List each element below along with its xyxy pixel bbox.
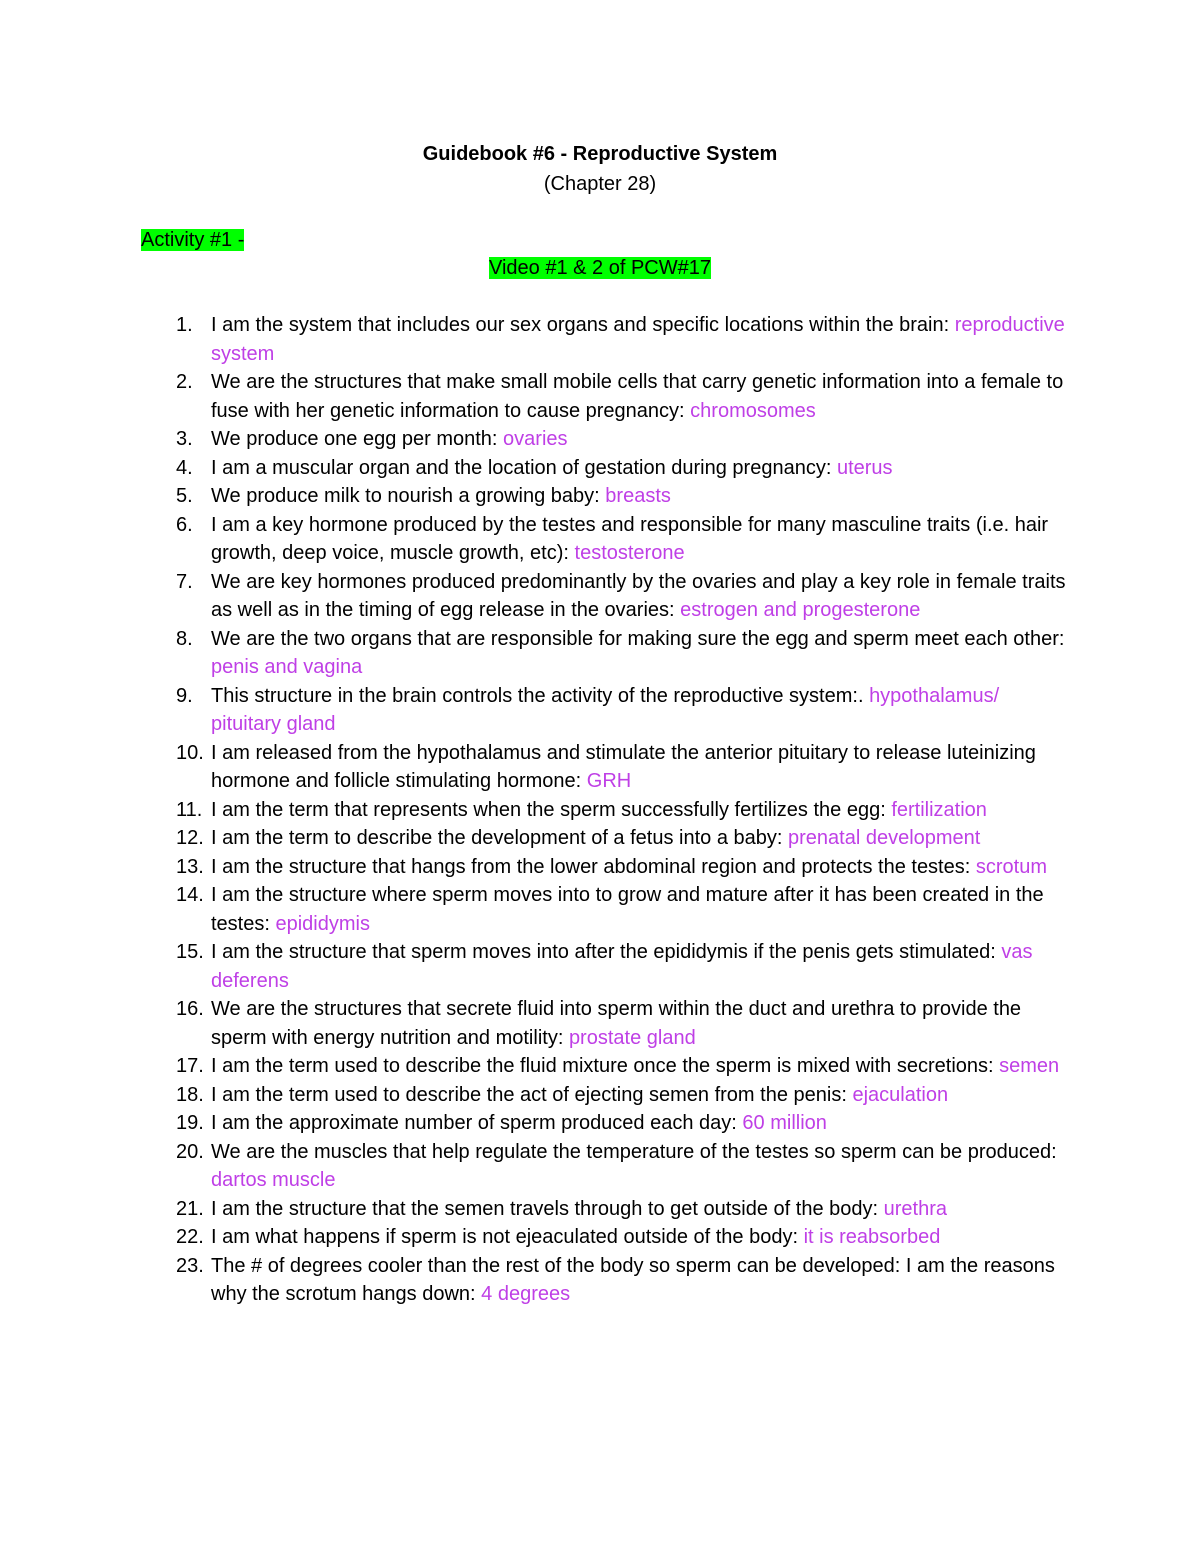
question-prompt: We are the two organs that are responsible for making sure the egg and sperm meet each other: (211, 627, 1065, 650)
question-answer: testosterone (574, 542, 685, 564)
question-item (0, 482, 1200, 511)
question-number: 4. (176, 456, 193, 479)
question-number: 2. (176, 371, 193, 393)
question-item (0, 1138, 1200, 1195)
question-prompt: This structure in the brain controls the activity of the reproductive system:. (211, 684, 864, 707)
question-item (0, 938, 1200, 995)
question-prompt: I am the structure that hangs from the lower abdominal region and protects the testes: (211, 855, 971, 878)
question-item (0, 739, 1200, 796)
question-answer: 4 degrees (481, 1283, 571, 1305)
question-item (0, 425, 1200, 454)
question-prompt: We are key hormones produced predominantly by the ovaries and play a key role in female traits as well as in the timing of egg release in the ovaries: (211, 570, 1066, 621)
question-item (0, 511, 1200, 568)
question-number: 16. (176, 998, 204, 1020)
question-prompt: We are the structures that make small mobile cells that carry genetic information into a female to fuse with her genetic information to cause pregnancy: (211, 371, 1064, 422)
question-prompt: I am the structure where sperm moves into to grow and mature after it has been created in the testes: (211, 884, 1044, 935)
question-number: 12. (176, 827, 204, 849)
question-prompt: I am the system that includes our sex organs and specific locations within the brain: (211, 314, 950, 336)
question-prompt: We are the muscles that help regulate the temperature of the testes so sperm can be produced: (211, 1140, 1057, 1163)
question-answer: epididymis (275, 912, 370, 935)
question-answer: chromosomes (690, 399, 816, 422)
question-number: 22. (176, 1226, 204, 1248)
question-item (0, 881, 1200, 938)
question-number: 15. (176, 941, 204, 963)
question-answer: fertilization (891, 798, 987, 821)
activity-heading (141, 226, 244, 254)
question-item (0, 682, 1200, 739)
question-item (0, 796, 1200, 825)
question-prompt: I am a muscular organ and the location of gestation during pregnancy: (211, 456, 832, 479)
question-number: 17. (176, 1055, 204, 1077)
question-answer: reproductive system (211, 314, 1065, 365)
question-number: 23. (176, 1254, 204, 1277)
question-number: 10. (176, 741, 204, 764)
question-prompt: I am the structure that sperm moves into after the epididymis if the penis gets stimulated: (211, 941, 996, 963)
question-prompt: I am the term to describe the development of a fetus into a baby: (211, 827, 783, 849)
question-item (0, 824, 1200, 853)
question-prompt: The # of degrees cooler than the rest of the body so sperm can be developed: I am the reasons why the scrotum hangs down: (211, 1254, 1055, 1305)
question-number: 6. (176, 513, 193, 536)
question-item (0, 625, 1200, 682)
question-number: 18. (176, 1083, 204, 1106)
question-prompt: I am what happens if sperm is not ejeaculated outside of the body: (211, 1226, 799, 1248)
video-heading (0, 254, 1200, 282)
question-list (0, 311, 1200, 1309)
question-number: 8. (176, 627, 193, 650)
question-item (0, 1081, 1200, 1110)
question-number: 7. (176, 570, 193, 593)
question-number: 9. (176, 684, 193, 707)
question-prompt: We produce one egg per month: (211, 428, 498, 450)
activity-label: Activity #1 - (141, 229, 245, 251)
question-answer: estrogen and progesterone (680, 599, 921, 621)
question-answer: uterus (836, 456, 893, 479)
question-number: 19. (176, 1112, 204, 1134)
question-number: 21. (176, 1197, 204, 1220)
question-prompt: I am the term used to describe the fluid mixture once the sperm is mixed with secretions: (211, 1055, 994, 1077)
question-prompt: We are the structures that secrete fluid into sperm within the duct and urethra to provide the sperm with energy nutrition and motility: (211, 998, 1022, 1049)
question-prompt: I am the structure that the semen travels through to get outside of the body: (211, 1197, 879, 1220)
question-item (0, 311, 1200, 368)
question-number: 1. (176, 314, 193, 336)
question-answer: ejaculation (852, 1083, 949, 1106)
question-number: 5. (176, 485, 193, 507)
question-item (0, 1223, 1200, 1252)
question-item (0, 1195, 1200, 1224)
question-answer: semen (999, 1055, 1060, 1077)
question-number: 3. (176, 428, 193, 450)
question-item (0, 568, 1200, 625)
question-prompt: I am a key hormone produced by the testes and responsible for many masculine traits (i.e. hair growth, deep voice, muscle growth, etc): (211, 513, 1049, 564)
question-item (0, 995, 1200, 1052)
question-item (0, 368, 1200, 425)
question-answer: GRH (586, 770, 632, 792)
question-answer: 60 million (742, 1112, 827, 1134)
question-answer: breasts (605, 485, 671, 507)
question-answer: it is reabsorbed (803, 1226, 941, 1248)
question-item (0, 853, 1200, 882)
question-prompt: I am the term that represents when the sperm successfully fertilizes the egg: (211, 798, 886, 821)
question-item (0, 454, 1200, 483)
chapter-subtitle: (Chapter 28) (543, 173, 657, 195)
question-answer: scrotum (975, 855, 1047, 878)
question-prompt: I am the approximate number of sperm produced each day: (211, 1112, 737, 1134)
question-prompt: We produce milk to nourish a growing baby: (211, 485, 600, 507)
question-item (0, 1052, 1200, 1081)
question-prompt: I am released from the hypothalamus and stimulate the anterior pituitary to release luteinizing hormone and follicle stimulating hormone: (211, 741, 1036, 792)
question-number: 14. (176, 884, 204, 906)
document-title: Guidebook #6 - Reproductive System (422, 143, 778, 165)
question-answer: penis and vagina (211, 656, 363, 678)
question-answer: prenatal development (788, 827, 981, 849)
question-answer: ovaries (503, 428, 568, 450)
question-answer: hypothalamus/ pituitary gland (211, 684, 1000, 735)
question-answer: vas deferens (211, 941, 1033, 992)
question-item (0, 1109, 1200, 1138)
question-number: 11. (176, 798, 203, 821)
question-number: 20. (176, 1140, 204, 1163)
video-label: Video #1 & 2 of PCW#17 (489, 257, 711, 279)
question-answer: urethra (883, 1197, 947, 1220)
question-number: 13. (176, 855, 204, 878)
question-answer: dartos muscle (211, 1169, 336, 1191)
question-answer: prostate gland (568, 1026, 696, 1049)
question-prompt: I am the term used to describe the act of ejecting semen from the penis: (211, 1083, 847, 1106)
question-item (0, 1252, 1200, 1309)
